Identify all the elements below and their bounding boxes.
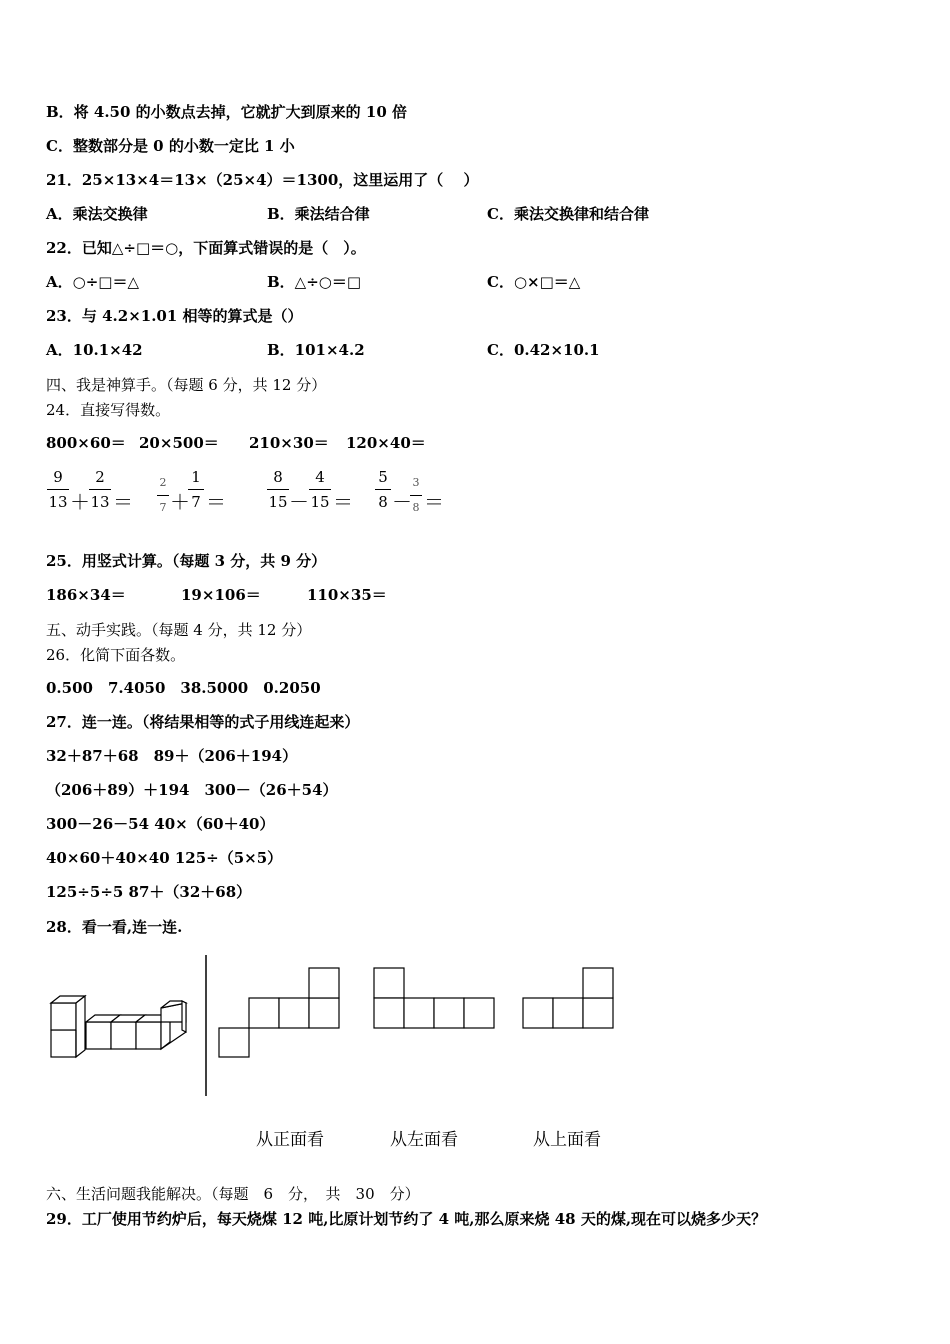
q24-item: 20×500＝ [139,434,219,452]
view-shape-1 [219,968,339,1057]
denominator: 13 [90,493,110,511]
q29-stem: 29．工厂使用节约炉后，每天烧煤 12 吨,比原计划节约了 4 吨,那么原来烧 48 天的煤,现在可以烧多少天？ [46,1210,767,1228]
q25-item: 19×106＝ [181,586,261,604]
denominator: 15 [268,493,288,511]
q24-item: 120×40＝ [346,434,426,452]
q24-item: 800×60＝ [46,434,126,452]
denominator: 7 [191,493,201,511]
q20-option-b: B．将 4.50 的小数点去掉，它就扩大到原来的 10 倍 [46,103,407,121]
q21-option-b: B．乘法结合律 [267,205,370,223]
fraction [410,473,422,518]
q23-option-c: C．0.42×10.1 [487,341,600,359]
fraction [375,467,391,512]
fraction [267,467,289,512]
q21-option-a: A．乘法交换律 [46,205,148,223]
q27-row: （206＋89）＋194 300－（26＋54） [46,781,338,799]
q23-option-a: A．10.1×42 [46,341,143,359]
fraction [157,473,169,518]
numerator: 9 [53,468,63,486]
q27-row: 300－26－54 40×（60＋40） [46,815,275,833]
cube-figure [40,950,640,1105]
q22-stem: 22．已知△÷□＝○，下面算式错误的是（ ）。 [46,239,366,257]
section-6-title: 六、生活问题我能解决。（每题 6 分， 共 30 分） [46,1185,420,1203]
q22-option-a: A．○÷□＝△ [46,273,140,291]
numerator: 1 [191,468,201,486]
numerator: 2 [95,468,105,486]
operator: － [289,490,309,514]
denominator: 7 [159,501,167,514]
numerator: 3 [412,476,420,489]
view-shape-3 [523,968,613,1028]
q25-item: 110×35＝ [307,586,387,604]
q27-stem: 27．连一连。（将结果相等的式子用线连起来） [46,713,360,731]
denominator: 13 [48,493,68,511]
equals: ＝ [206,490,226,514]
q23-stem: 23．与 4.2×1.01 相等的算式是（） [46,307,303,325]
caption-front-view: 从正面看 [256,1130,324,1150]
denominator: 8 [378,493,388,511]
equals: ＝ [113,490,133,514]
q24-stem: 24．直接写得数。 [46,401,171,419]
section-5-title: 五、动手实践。（每题 4 分，共 12 分） [46,621,312,639]
q21-option-c: C．乘法交换律和结合律 [487,205,649,223]
q22-option-c: C．○×□＝△ [487,273,581,291]
cube-solid-drawing [51,996,186,1057]
view-shape-2 [374,968,494,1028]
caption-left-view: 从左面看 [390,1130,458,1150]
q24-item: 210×30＝ [249,434,329,452]
q22-option-b: B．△÷○＝□ [267,273,362,291]
q26-stem: 26．化简下面各数。 [46,646,186,664]
q27-row: 40×60＋40×40 125÷（5×5） [46,849,283,867]
caption-top-view: 从上面看 [533,1130,601,1150]
numerator: 5 [378,468,388,486]
equals: ＝ [333,490,353,514]
fraction [188,467,204,512]
numerator: 8 [273,468,283,486]
operator: ＋ [170,490,190,514]
operator: － [392,490,412,514]
q25-stem: 25．用竖式计算。（每题 3 分，共 9 分） [46,552,327,570]
denominator: 15 [310,493,330,511]
denominator: 8 [412,501,420,514]
q25-item: 186×34＝ [46,586,126,604]
fraction [309,467,331,512]
fraction [89,467,111,512]
numerator: 4 [315,468,325,486]
q27-row: 32＋87＋68 89＋（206＋194） [46,747,298,765]
section-4-title: 四、我是神算手。（每题 6 分，共 12 分） [46,376,327,394]
q26-items: 0.500 7.4050 38.5000 0.2050 [46,679,321,697]
q28-stem: 28．看一看,连一连. [46,918,183,936]
q27-row: 125÷5÷5 87＋（32＋68） [46,883,252,901]
operator: ＋ [70,490,90,514]
q21-stem: 21．25×13×4＝13×（25×4）＝1300，这里运用了（ ） [46,171,479,189]
fraction [47,467,69,512]
equals: ＝ [424,490,444,514]
numerator: 2 [159,476,167,489]
q20-option-c: C．整数部分是 0 的小数一定比 1 小 [46,137,295,155]
q23-option-b: B．101×4.2 [267,341,365,359]
